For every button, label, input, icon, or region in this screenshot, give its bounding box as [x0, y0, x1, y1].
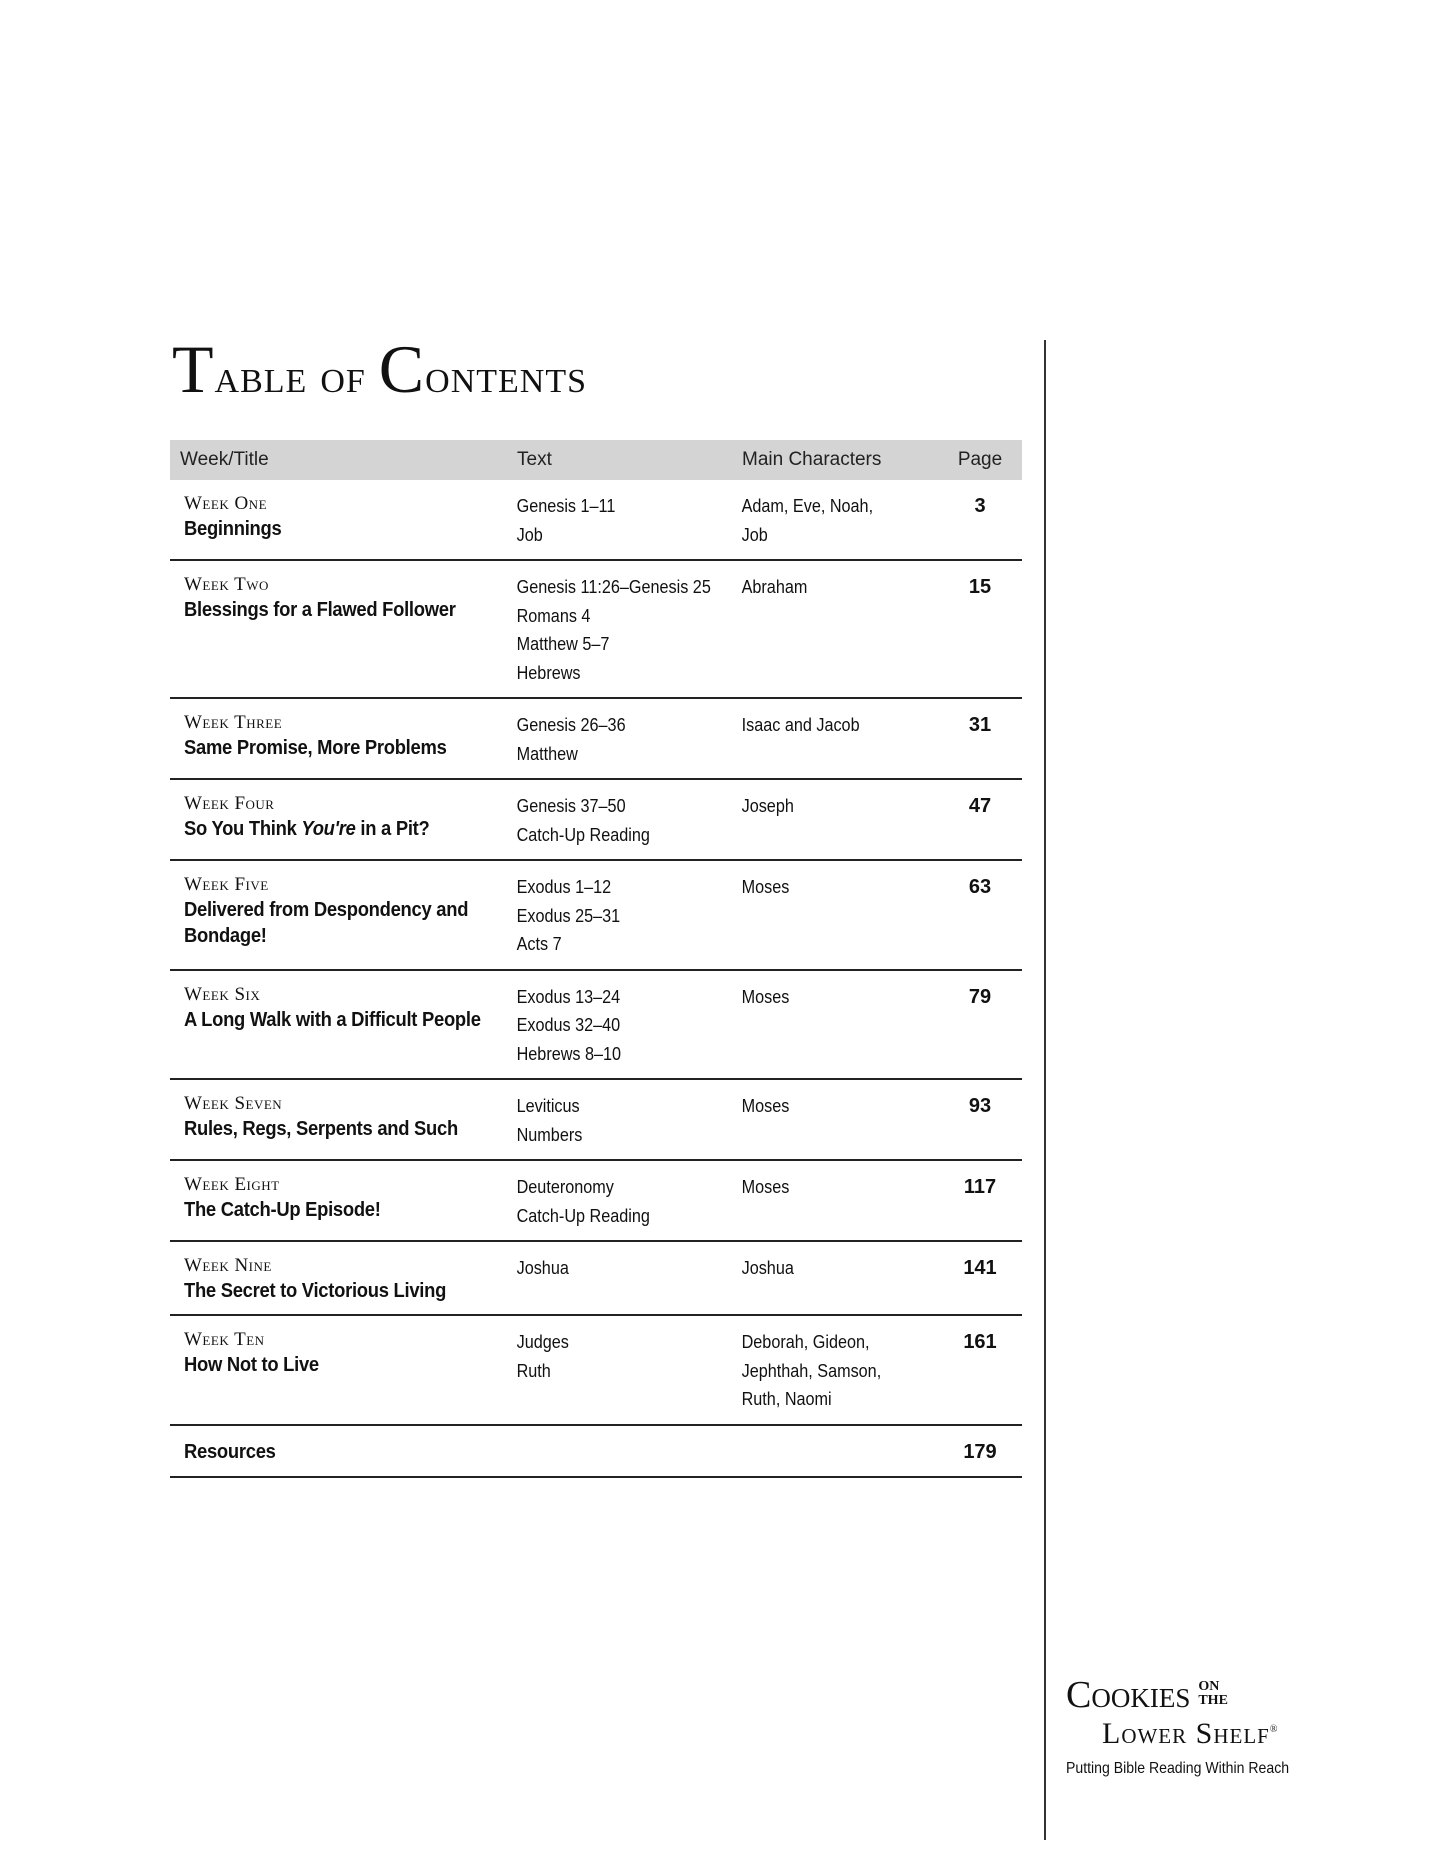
text-line: Hebrews	[516, 662, 581, 683]
table-row[interactable]	[170, 1316, 1022, 1426]
text-line: Joshua	[516, 1258, 569, 1278]
week-title: The Catch-Up Episode!	[184, 1199, 381, 1221]
page-number: 47	[968, 795, 992, 817]
week-title: How Not to Live	[184, 1354, 319, 1376]
text-line: Judges	[516, 1332, 569, 1352]
text-line: Ruth	[516, 1360, 551, 1381]
table-row[interactable]	[170, 1161, 1022, 1242]
characters-line: Job	[741, 524, 768, 545]
table-row[interactable]	[170, 561, 1022, 699]
table-row[interactable]	[170, 971, 1022, 1081]
text-line: Exodus 13–24	[516, 986, 621, 1007]
text-cell	[513, 1328, 716, 1385]
characters-line: Ruth, Naomi	[741, 1389, 832, 1409]
characters-cell	[738, 873, 918, 902]
characters-line: Moses	[741, 1096, 790, 1116]
text-line: Hebrews 8–10	[516, 1043, 622, 1064]
characters-cell	[738, 573, 918, 602]
page-number: 79	[968, 985, 992, 1008]
page-title-text: Table of Contents	[172, 331, 588, 407]
week-label: Week Seven	[184, 1093, 283, 1114]
text-cell	[513, 873, 716, 959]
characters-cell	[738, 1173, 918, 1202]
week-title-pre: So You Think	[184, 818, 302, 840]
week-label: Week Eight	[184, 1174, 280, 1195]
week-title	[184, 816, 487, 842]
resources-row[interactable]	[170, 1426, 1022, 1478]
text-line: Numbers	[516, 1124, 583, 1145]
text-line: Leviticus	[516, 1096, 580, 1116]
characters-line: Moses	[741, 1177, 790, 1197]
week-label: Week Two	[184, 574, 269, 595]
table-row[interactable]	[170, 1080, 1022, 1161]
characters-cell	[738, 492, 918, 549]
characters-line: Joseph	[741, 796, 794, 816]
characters-line: Joshua	[741, 1258, 794, 1278]
week-label: Week Three	[184, 712, 283, 733]
text-cell	[513, 573, 716, 687]
page-number: 161	[963, 1331, 997, 1353]
week-label: Week Ten	[184, 1329, 265, 1350]
characters-cell	[738, 1254, 918, 1283]
text-cell	[513, 711, 716, 768]
week-title-line: Bondage!	[184, 925, 267, 947]
week-label: Week One	[184, 493, 268, 514]
characters-line: Moses	[741, 877, 790, 897]
page-number: 93	[968, 1095, 992, 1117]
characters-cell	[738, 983, 918, 1012]
text-cell	[513, 792, 716, 849]
characters-cell	[738, 1328, 918, 1414]
characters-cell	[738, 711, 918, 740]
characters-line: Adam, Eve, Noah,	[741, 496, 874, 516]
logo-on: ON	[1198, 1679, 1220, 1694]
logo-tagline: Putting Bible Reading Within Reach	[1066, 1760, 1290, 1777]
text-line: Exodus 32–40	[516, 1015, 621, 1035]
header-main-characters: Main Characters	[742, 449, 882, 470]
text-line: Catch-Up Reading	[516, 824, 650, 845]
table-row[interactable]	[170, 699, 1022, 780]
logo-on-the	[1198, 1676, 1228, 1708]
table-row[interactable]	[170, 780, 1022, 861]
text-line: Deuteronomy	[516, 1177, 614, 1197]
text-line: Exodus 1–12	[516, 877, 612, 897]
text-line: Genesis 37–50	[516, 796, 626, 816]
week-label: Week Four	[184, 793, 275, 814]
characters-line: Isaac and Jacob	[741, 715, 860, 735]
page-title	[172, 330, 587, 409]
table-header	[170, 440, 1022, 480]
table-row[interactable]	[170, 1242, 1022, 1316]
header-page: Page	[957, 449, 1003, 470]
header-week-title: Week/Title	[180, 449, 269, 470]
text-line: Catch-Up Reading	[516, 1205, 650, 1226]
week-label: Week Nine	[184, 1255, 272, 1276]
text-line: Job	[516, 524, 543, 545]
week-title: The Secret to Victorious Living	[184, 1280, 447, 1302]
characters-cell	[738, 1092, 918, 1121]
text-line: Acts 7	[516, 934, 562, 954]
characters-line: Moses	[741, 986, 790, 1007]
text-line: Exodus 25–31	[516, 905, 621, 926]
page-number: 63	[968, 876, 992, 898]
table-of-contents	[170, 440, 1022, 1478]
characters-line: Jephthah, Samson,	[741, 1360, 882, 1381]
week-title: Same Promise, More Problems	[184, 737, 447, 759]
week-label: Week Six	[184, 983, 261, 1005]
text-line: Matthew 5–7	[516, 634, 610, 654]
text-line: Romans 4	[516, 605, 591, 626]
table-row[interactable]	[170, 861, 1022, 971]
week-title-emphasis: You're	[301, 818, 356, 840]
week-title: Rules, Regs, Serpents and Such	[184, 1118, 458, 1140]
logo-line-1	[1066, 1676, 1326, 1714]
characters-line: Abraham	[741, 577, 808, 597]
week-title: Blessings for a Flawed Follower	[184, 599, 456, 621]
resources-label: Resources	[184, 1440, 276, 1463]
vertical-divider	[1044, 340, 1046, 1840]
text-cell	[513, 1092, 716, 1149]
page-number: 15	[968, 576, 992, 598]
week-title: Beginnings	[184, 518, 282, 540]
text-cell	[513, 1254, 716, 1283]
week-title-line: Delivered from Despondency and	[184, 899, 469, 921]
table-row[interactable]	[170, 480, 1022, 561]
page-number: 3	[974, 495, 986, 517]
week-label: Week Five	[184, 874, 269, 895]
text-cell	[513, 1173, 716, 1230]
logo-line-2	[1102, 1714, 1326, 1750]
publisher-logo	[1066, 1676, 1326, 1778]
registered-mark: ®	[1269, 1724, 1279, 1735]
text-line: Genesis 26–36	[516, 715, 626, 735]
characters-cell	[738, 792, 918, 821]
week-title: A Long Walk with a Difficult People	[184, 1008, 481, 1031]
logo-word-cookies: Cookies	[1066, 1674, 1191, 1716]
page-number: 179	[963, 1440, 997, 1463]
text-line: Matthew	[516, 743, 578, 764]
logo-the: THE	[1198, 1693, 1228, 1708]
logo-word-lower-shelf: Lower Shelf	[1102, 1717, 1270, 1750]
text-line: Genesis 1–11	[516, 496, 616, 516]
characters-line: Deborah, Gideon,	[741, 1332, 870, 1352]
page-number: 117	[963, 1176, 997, 1198]
page-number: 141	[963, 1257, 997, 1279]
header-text: Text	[517, 449, 552, 470]
text-cell	[513, 492, 716, 549]
text-line: Genesis 11:26–Genesis 25	[516, 577, 711, 597]
text-cell	[513, 983, 716, 1069]
page-number: 31	[968, 714, 992, 736]
week-title-post: in a Pit?	[355, 818, 430, 840]
